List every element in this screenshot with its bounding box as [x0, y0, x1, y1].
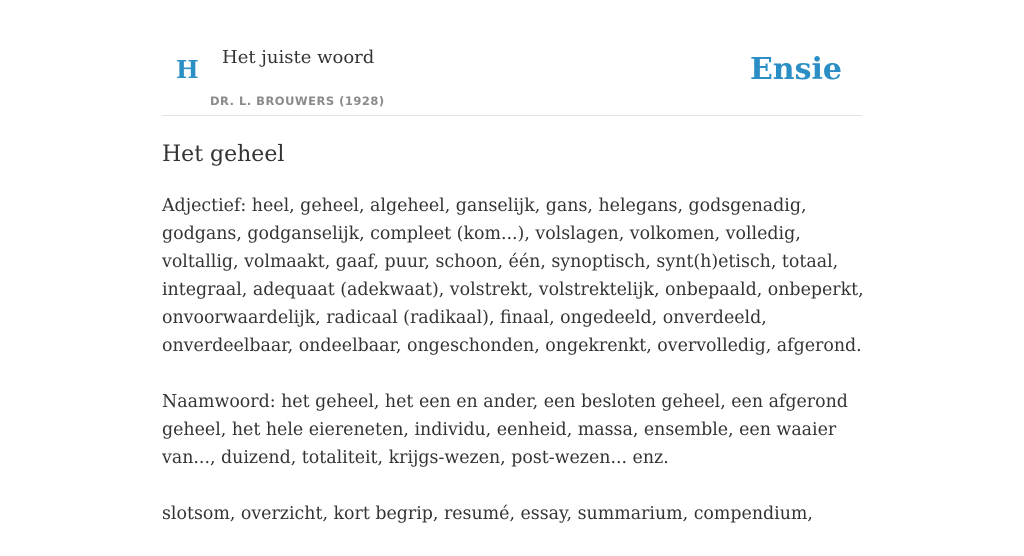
book-author: DR. L. BROUWERS (1928)	[210, 94, 385, 108]
book-title[interactable]: Het juiste woord	[222, 47, 375, 68]
entry-title: Het geheel	[162, 142, 285, 167]
brand-logo[interactable]: Ensie	[749, 52, 842, 87]
entry-body	[162, 192, 867, 556]
book-header	[162, 0, 862, 116]
entry-paragraph: Naamwoord: het geheel, het een en ander, een besloten geheel, een afgerond geheel, het hele eiereneten, individu, eenheid, massa, ensemble, een waaier van..., duizend, totaliteit, krijgs-wezen, post-wezen... enz.	[162, 392, 848, 468]
book-initial-icon[interactable]: H	[176, 55, 199, 84]
entry-paragraph: Adjectief: heel, geheel, algeheel, ganselijk, gans, helegans, godsgenadig, godgans, godganselijk, compleet (kom...), volslagen, volkomen, volledig, voltallig, volmaakt, gaaf, puur, schoon, één, synoptisch, synt(h)etisch, totaal, integraal, adequaat (adekwaat), volstrekt, volstrektelijk, onbepaald, onbeperkt, onvoorwaardelijk, radicaal (radikaal), finaal, ongedeeld, onverdeeld, onverdeelbaar, ondeelbaar, ongeschonden, ongekrenkt, overvolledig, afgerond.	[162, 196, 864, 356]
entry-paragraph: slotsom, overzicht, kort begrip, resumé, essay, summarium, compendium,	[162, 504, 813, 524]
